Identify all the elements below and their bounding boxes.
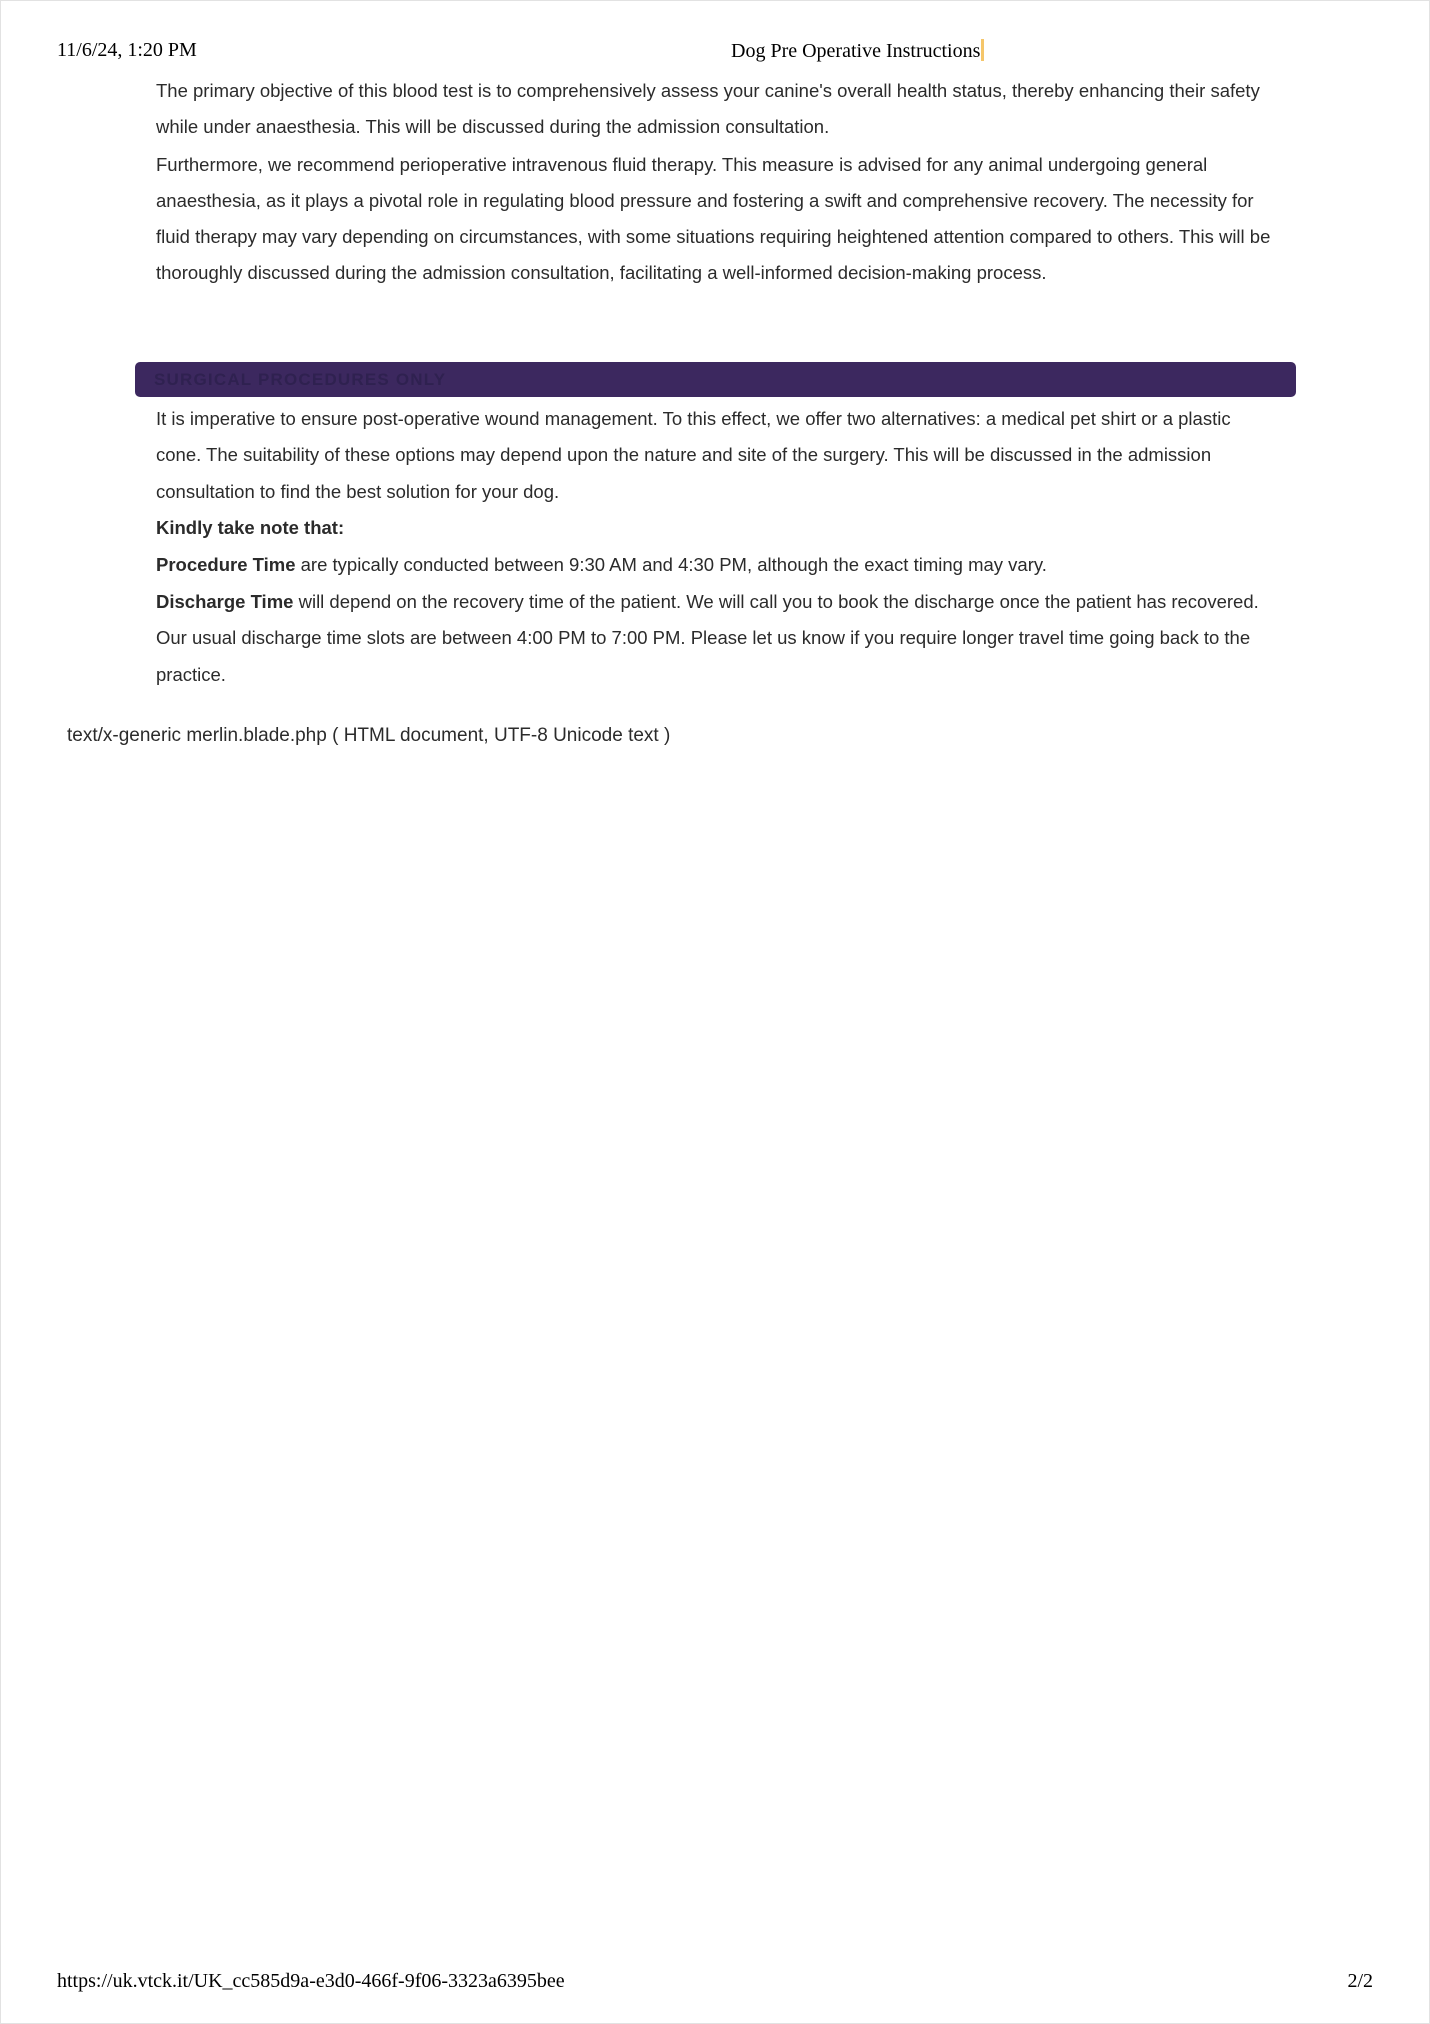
page-number: 2/2: [1347, 1970, 1373, 1992]
blood-test-paragraph: The primary objective of this blood test is to comprehensively assess your canine's overall health status, thereby enhancing their safety while under anaesthesia. This will be discussed during the admission consultation.: [156, 80, 1260, 138]
fluid-therapy-paragraph: Furthermore, we recommend perioperative intravenous fluid therapy. This measure is advised for any animal undergoing general anaesthesia, as it plays a pivotal role in regulating blood pressure and fostering a swift and comprehensive recovery. The necessity for fluid therapy may vary depending on circumstances, with some situations requiring heightened attention compared to others. This will be thoroughly discussed during the admission consultation, facilitating a well-informed decision-making process.: [156, 153, 1271, 284]
print-title-text: Dog Pre Operative Instructions: [731, 40, 981, 62]
procedure-time-text: are typically conducted between 9:30 AM and 4:30 PM, although the exact timing may vary.: [295, 554, 1047, 576]
section-heading: SURGICAL PROCEDURES ONLY: [154, 370, 447, 389]
note-heading: [156, 510, 1276, 546]
procedure-time-label: Procedure Time: [156, 554, 296, 576]
discharge-time-text: will depend on the recovery time of the patient. We will call you to book the discharge once the patient has recovered. Our usual discharge time slots are between 4:00 PM to 7:00 PM. Please let us know if you require longer travel time going back to the practice.: [156, 590, 1259, 685]
print-header: [57, 39, 1373, 67]
text-cursor-highlight: [981, 39, 984, 61]
discharge-time-paragraph: [156, 584, 1276, 693]
procedure-time-paragraph: [156, 547, 1276, 583]
wound-management-paragraph: It is imperative to ensure post-operative wound management. To this effect, we offer two alternatives: a medical pet shirt or a plastic cone. The suitability of these options may depend upon the nature and site of the surgery. This will be discussed in the admission consultation to find the best solution for your dog.: [156, 408, 1231, 502]
print-url: https://uk.vtck.it/UK_cc585d9a-e3d0-466f-9f06-3323a6395bee: [57, 1970, 565, 1992]
section-heading-bar: [135, 362, 1296, 397]
print-footer: [57, 1970, 1373, 1998]
print-datetime: 11/6/24, 1:20 PM: [57, 39, 197, 61]
document-body: [156, 73, 1276, 294]
surgical-section-body: [156, 401, 1276, 693]
print-title: [731, 39, 984, 63]
note-heading-text: Kindly take note that:: [156, 517, 345, 539]
discharge-time-label: Discharge Time: [156, 590, 294, 612]
file-type-info: text/x-generic merlin.blade.php ( HTML document, UTF-8 Unicode text ): [67, 725, 671, 746]
